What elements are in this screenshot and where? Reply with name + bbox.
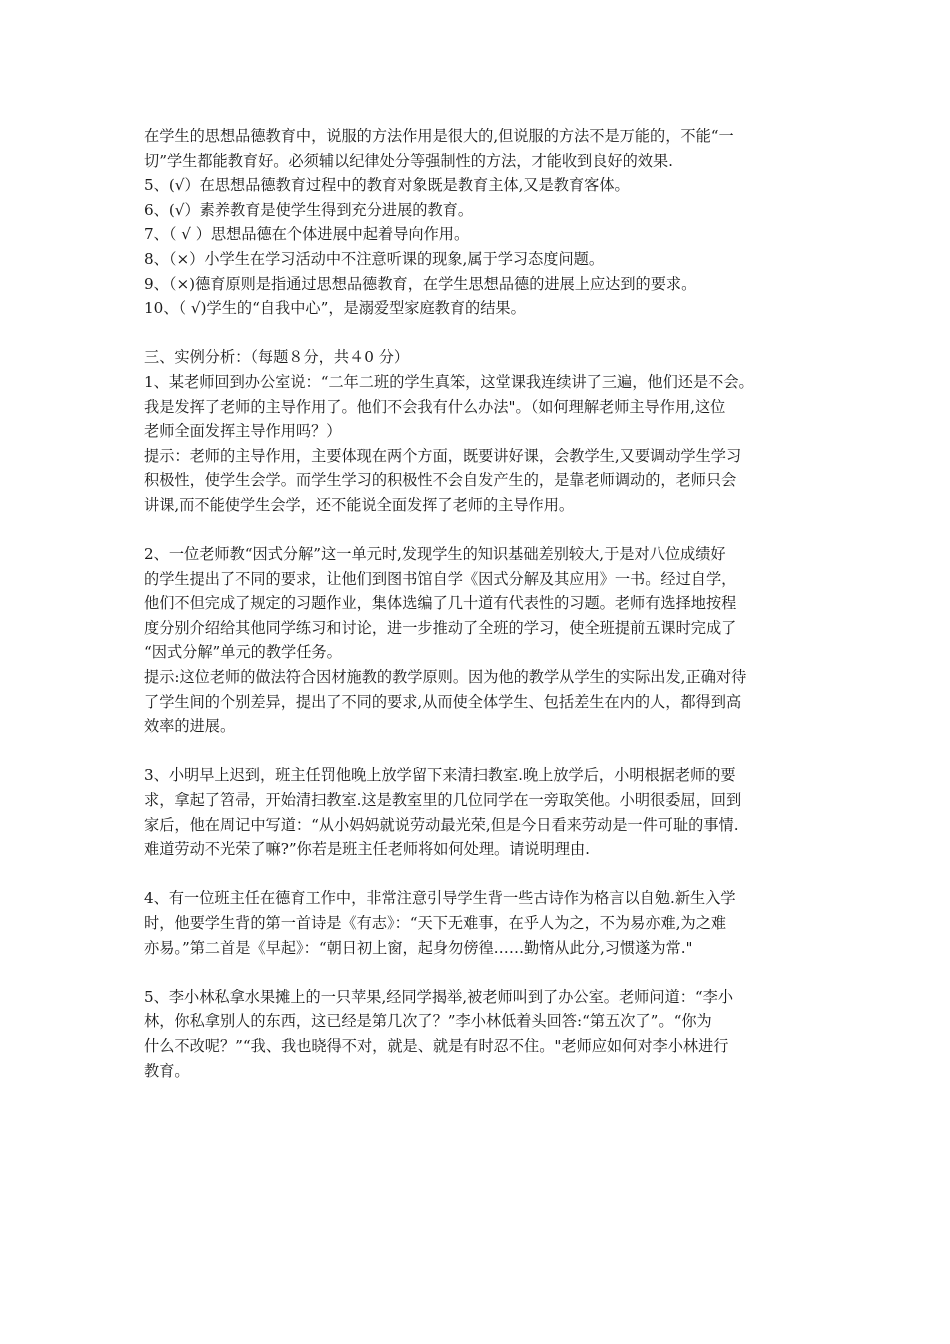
text-line: 三、实例分析：（每题８分，共４0 分） [144,348,410,367]
text-line: “因式分解”单元的教学任务。 [144,643,342,662]
text-line: 提示：老师的主导作用，主要体现在两个方面，既要讲好课，会教学生,又要调动学生学习 [144,446,742,465]
document-body [144,124,814,1083]
text-line: 求，拿起了笤帚，开始清扫教室.这是教室里的几位同学在一旁取笑他。小明很委屈，回到 [144,791,742,810]
text-line: 积极性，使学生会学。而学生学习的积极性不会自发产生的，是靠老师调动的，老师只会 [144,471,737,490]
text-line: 切”学生都能教育好。必须辅以纪律处分等强制性的方法，才能收到良好的效果. [144,151,673,170]
text-line: 亦易。”第二首是《早起》：“朝日初上窗，起身勿傍徨……勤惰从此分,习惯遂为常." [144,938,693,957]
text-line: 2、一位老师教“因式分解”这一单元时,发现学生的知识基础差别较大,于是对八位成绩好 [144,545,726,564]
text-line: 6、(√）素养教育是使学生得到充分进展的教育。 [144,200,474,219]
text-line: 7、（ √ ）思想品德在个体进展中起着导向作用。 [144,225,470,244]
text-line: 4、有一位班主任在德育工作中，非常注意引导学生背一些古诗作为格言以自勉.新生入学 [144,889,736,908]
text-line: 8、（×）小学生在学习活动中不注意听课的现象,属于学习态度问题。 [144,249,605,268]
text-line: 难道劳动不光荣了嘛?”你若是班主任老师将如何处理。请说明理由. [144,840,590,859]
text-line: 的学生提出了不同的要求，让他们到图书馆自学《因式分解及其应用》一书。经过自学， [144,569,737,588]
text-line: 1、某老师回到办公室说：“二年二班的学生真笨，这堂课我连续讲了三遍，他们还是不会。 [144,372,754,391]
paragraph-gap [144,862,814,887]
text-line: 时，他要学生背的第一首诗是《有志》：“天下无难事，在乎人为之，不为易亦难,为之难 [144,914,727,932]
paragraph-gap [144,321,814,346]
text-line: 10、（ √)学生的“自我中心”，是溺爱型家庭教育的结果。 [144,299,526,318]
text-line: 他们不但完成了规定的习题作业，集体选编了几十道有代表性的习题。老师有选择地按程 [144,594,737,613]
text-line: 提示:这位老师的做法符合因材施教的教学原则。因为他的教学从学生的实际出发,正确对待 [144,668,747,687]
text-line: 在学生的思想品德教育中，说服的方法作用是很大的,但说服的方法不是万能的，不能“一 [144,127,734,145]
text-line: 了学生间的个别差异，提出了不同的要求,从而使全体学生、包括差生在内的人，都得到高 [144,692,742,711]
text-line: 9、（×)德育原则是指通过思想品德教育，在学生思想品德的进展上应达到的要求。 [144,274,697,293]
text-line: 林，你私拿别人的东西，这已经是第几次了？”李小林低着头回答:“第五次了”。“你为 [144,1012,712,1031]
text-line: 老师全面发挥主导作用吗？） [144,422,342,441]
text-line: 效率的进展。 [144,717,236,736]
text-line: 我是发挥了老师的主导作用了。他们不会我有什么办法"。（如何理解老师主导作用,这位 [144,397,726,416]
text-line: 5、(√）在思想品德教育过程中的教育对象既是教育主体,又是教育客体。 [144,176,630,195]
text-line: 度分别介绍给其他同学练习和讨论，进一步推动了全班的学习，使全班提前五课时完成了 [144,618,737,637]
text-line: 3、小明早上迟到，班主任罚他晚上放学留下来清扫教室.晚上放学后，小明根据老师的要 [144,766,736,785]
paragraph-gap [144,518,814,543]
paragraph-gap [144,739,814,764]
text-line: 家后，他在周记中写道：“从小妈妈就说劳动最光荣,但是今日看来劳动是一件可耻的事情. [144,815,739,834]
text-line: 5、李小林私拿水果摊上的一只苹果,经同学揭举,被老师叫到了办公室。老师问道：“李小 [144,987,734,1006]
text-line: 教育。 [144,1061,190,1080]
text-line: 讲课,而不能使学生会学，还不能说全面发挥了老师的主导作用。 [144,495,575,514]
text-line: 什么不改呢？”“我、我也晓得不对，就是、就是有时忍不住。"老师应如何对李小林进行 [144,1036,729,1055]
paragraph-gap [144,960,814,985]
